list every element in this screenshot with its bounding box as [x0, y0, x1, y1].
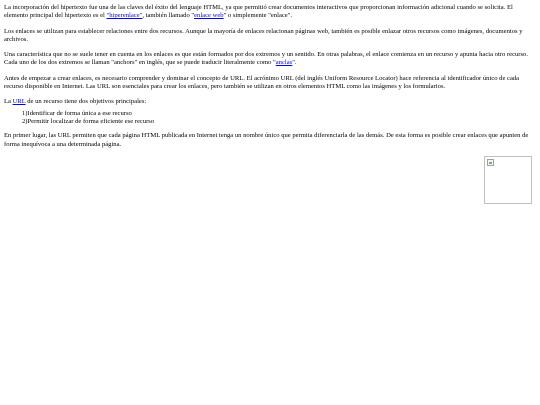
paragraph-url-concept: Antes de empezar a crear enlaces, es necesario comprender y dominar el concepto de URL. El acrónimo URL (del inglés Uniform Resource Locator) hace referencia al identificador único de cada recurso disponible en Internet. Las URL son esenciales para crear los enlaces, pero también se utilizan en otros elementos HTML como las imágenes y los formularios. [4, 74, 520, 91]
image-area [4, 156, 536, 216]
paragraph-first-place: En primer lugar, las URL permiten que cada página HTML publicada en Internet tenga un nombre único que permita diferenciarla de las demás. De esta forma es posible crear enlaces que apunten de forma inequívoca a una determinada página. [4, 132, 529, 148]
paragraph-url-objectives [4, 98, 536, 106]
list-item: 1)Identificar de forma única a ese recurso [22, 109, 132, 117]
paragraph-intro [4, 4, 536, 21]
enlace-web-link[interactable]: enlace web [194, 12, 224, 20]
paragraph-relations: Los enlaces se utilizan para establecer relaciones entre dos recursos. Aunque la mayoría de enlaces relacionan páginas web, también es posible enlazar otros recursos como imágenes, documentos y archivos. [4, 27, 523, 43]
paragraph-intro-text-a: La incorporación del hipertexto fue una de las claves del éxito del lenguaje HTML, ya que permitió crear documentos interactivos que proporcionan información adicional cuando se solicita. El elemento principal del hipertexto es el [4, 4, 513, 20]
url-link[interactable]: URL [12, 98, 26, 106]
paragraph-url-text-b: de un recurso tiene dos objetivos principales: [25, 98, 147, 106]
paragraph-intro-text-b: , también llamado " [142, 12, 195, 20]
objectives-list [4, 110, 536, 127]
paragraph-intro-text-c: " o simplemente "enlace". [223, 12, 293, 20]
paragraph-anchors-text-a: Una característica que no se suele tener en cuenta en los enlaces es que están formados por dos extremos y un sentido. En otras palabras, el enlace comienza en un recurso y apunta hacia otro recurso. Cada uno de los dos extremos se llaman "anchors" en inglés, que se puede traducir literalmente como " [4, 51, 528, 67]
broken-image-placeholder [484, 156, 532, 204]
anclas-link[interactable]: anclas [275, 59, 293, 67]
paragraph-anchors-text-b: ". [292, 59, 297, 67]
paragraph-anchors [4, 51, 536, 68]
list-item: 2)Permitir localizar de forma eficiente ese recurso [22, 117, 155, 125]
hiperenlace-link[interactable]: "hiperenlace" [106, 12, 143, 20]
broken-image-icon [487, 159, 494, 166]
paragraph-url-text-a: La [4, 98, 13, 106]
